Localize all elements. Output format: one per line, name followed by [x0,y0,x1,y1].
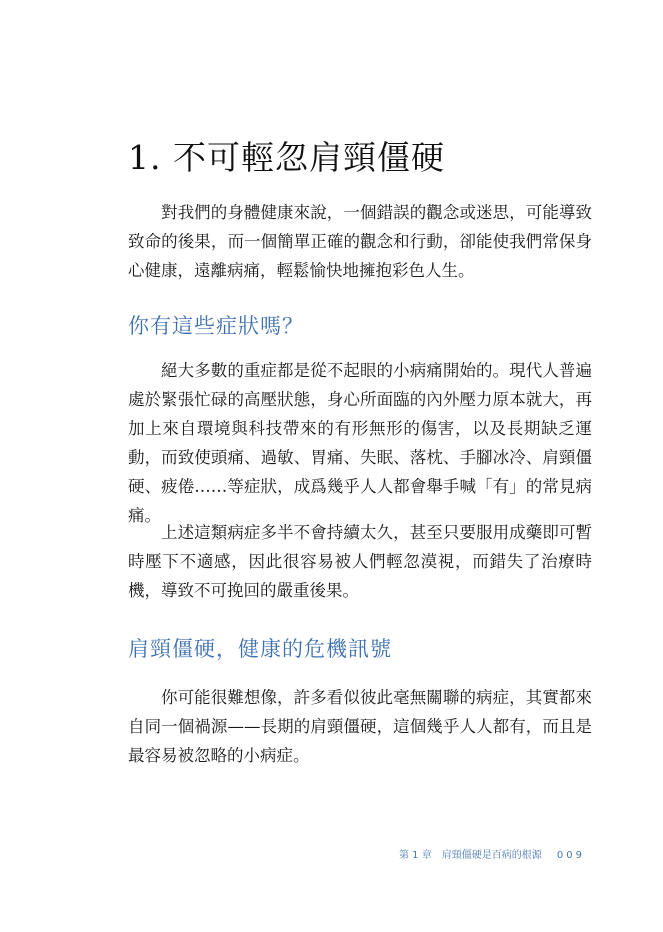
chapter-title: 1. 不可輕忽肩頸僵硬 [128,138,445,177]
symptoms-paragraph-2: 上述這類病症多半不會持續太久，甚至只要服用成藥即可暫時壓下不適感，因此很容易被人們輕忽漠視，而錯失了治療時機，導致不可挽回的嚴重後果。 [128,523,592,600]
intro-paragraph: 對我們的身體健康來說，一個錯誤的觀念或迷思，可能導致致命的後果，而一個簡單正確的觀念和行動，卻能使我們常保身心健康，遠離病痛，輕鬆愉快地擁抱彩色人生。 [128,203,592,280]
section-heading-warning: 肩頸僵硬，健康的危機訊號 [128,637,392,661]
footer-chapter-label: 第 1 章 肩頸僵硬是百病的根源 [398,850,542,861]
symptoms-paragraph-1: 絕大多數的重症都是從不起眼的小病痛開始的。現代人普遍處於緊張忙碌的高壓狀態，身心所面臨的內外壓力原本就大，再加上來自環境與科技帶來的有形無形的傷害，以及長期缺乏運動，而致使頭痛、過敏、胃痛、失眠、落枕、手腳冰冷、肩頸僵硬、疲倦……等症狀，成爲幾乎人人都會舉手喊「有」的常見病痛。 [128,361,592,525]
page-number: 009 [556,850,585,861]
section-heading-symptoms: 你有這些症狀嗎？ [128,314,304,338]
page-footer [399,849,585,863]
warning-paragraph: 你可能很難想像，許多看似彼此毫無關聯的病症，其實都來自同一個禍源——長期的肩頸僵硬，這個幾乎人人都有，而且是最容易被忽略的小病症。 [128,688,592,765]
